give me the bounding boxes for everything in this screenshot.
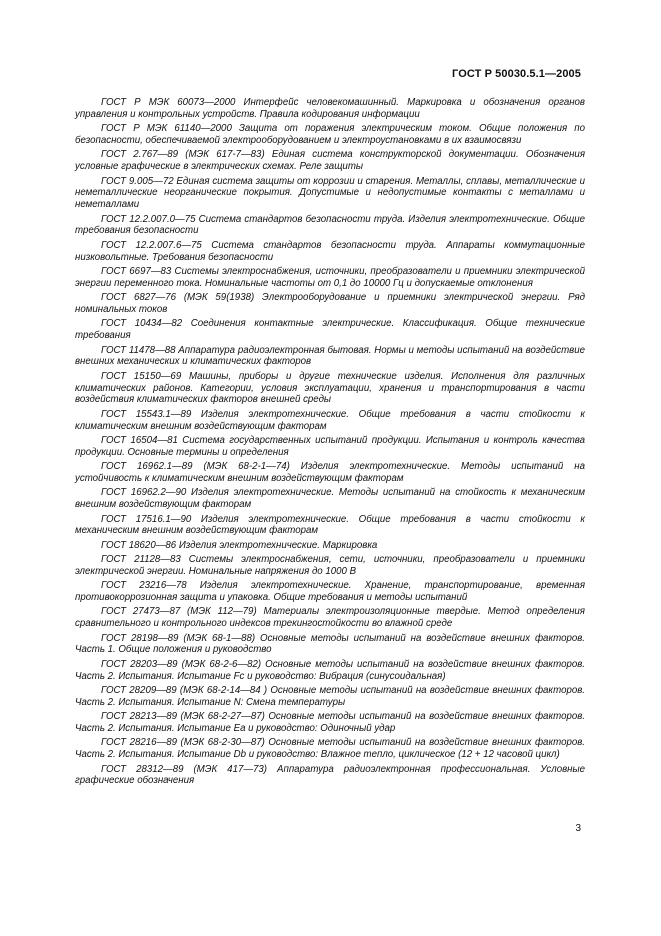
reference-item: ГОСТ 17516.1—90 Изделия электротехнические. Общие требования в части стойкости к механическим внешним воздействующим факторам	[75, 513, 585, 537]
reference-item: ГОСТ 16962.1—89 (МЭК 68-2-1—74) Изделия электротехнические. Методы испытаний на устойчивость к климатическим внешним воздействующим факторам	[75, 461, 585, 484]
reference-item: ГОСТ 12.2.007.6—75 Система стандартов безопасности труда. Аппараты коммутационные низковольтные. Требования безопасности	[75, 239, 585, 263]
reference-item: ГОСТ 6697—83 Системы электроснабжения, источники, преобразователи и приемники электрической энергии переменного тока. Номинальные частоты от 0,1 до 10000 Гц и допускаемые отклонения	[75, 265, 585, 289]
reference-item: ГОСТ 28216—89 (МЭК 68-2-30—87) Основные методы испытаний на воздействие внешних факторов. Часть 2. Испытания. Испытание Db и руководство: Влажное тепло, циклическое (12 + 12 часовой цикл)	[75, 737, 585, 761]
reference-item: ГОСТ Р МЭК 61140—2000 Защита от поражения электрическим током. Общие положения по безопасности, обеспечиваемой электрооборудованием и электроустановками в их взаимосвязи	[75, 123, 585, 147]
reference-item: ГОСТ 10434—82 Соединения контактные электрические. Классификация. Общие технические требования	[75, 318, 585, 342]
reference-item: ГОСТ 18620—86 Изделия электротехнические. Маркировка	[101, 539, 378, 551]
reference-item: ГОСТ 6827—76 (МЭК 59(1938) Электрооборудование и приемники электрической энергии. Ряд номинальных токов	[75, 292, 585, 315]
reference-item: ГОСТ 15150—69 Машины, приборы и другие технические изделия. Исполнения для различных климатических районов. Категории, условия эксплуатации, хранения и транспортирования в части воздействия климатических факторов внешней среды	[75, 370, 585, 406]
reference-item: ГОСТ 16962.2—90 Изделия электротехнические. Методы испытаний на стойкость к механическим внешним воздействующим факторам	[75, 487, 585, 511]
reference-item: ГОСТ 16504—81 Система государственных испытаний продукции. Испытания и контроль качества продукции. Основные термины и определения	[75, 434, 585, 458]
page-number: 3	[575, 823, 581, 834]
reference-item: ГОСТ 28198—89 (МЭК 68-1—88) Основные методы испытаний на воздействие внешних факторов. Часть 1. Общие положения и руководство	[75, 632, 585, 656]
reference-item: ГОСТ 28203—89 (МЭК 68-2-6—82) Основные методы испытаний на воздействие внешних факторов. Часть 2. Испытания. Испытание Fc и руководство: Вибрация (синусоидальная)	[75, 658, 585, 682]
reference-item: ГОСТ 12.2.007.0—75 Система стандартов безопасности труда. Изделия электротехнические. Общие требования безопасности	[75, 213, 585, 237]
reference-item: ГОСТ 2.767—89 (МЭК 617-7—83) Единая система конструкторской документации. Обозначения условные графические в электрических схемах. Реле защиты	[75, 149, 585, 173]
reference-item: ГОСТ 28213—89 (МЭК 68-2-27—87) Основные методы испытаний на воздействие внешних факторов. Часть 2. Испытания. Испытание Еа и руководство: Одиночный удар	[75, 711, 585, 734]
reference-item: ГОСТ 27473—87 (МЭК 112—79) Материалы электроизоляционные твердые. Метод определения сравнительного и контрольного индексов трекингостойкости во влажной среде	[75, 606, 585, 630]
reference-item: ГОСТ 28209—89 (МЭК 68-2-14—84 ) Основные методы испытаний на воздействие внешних факторов. Часть 2. Испытания. Испытание N: Смена температуры	[75, 684, 585, 708]
normative-references-list	[75, 97, 585, 790]
reference-item: ГОСТ Р МЭК 60073—2000 Интерфейс человекомашинный. Маркировка и обозначения органов управления и контрольных устройств. Правила кодирования информации	[75, 97, 585, 120]
reference-item: ГОСТ 23216—78 Изделия электротехнические. Хранение, транспортирование, временная противокоррозионная защита и упаковка. Общие требования и методы испытаний	[75, 580, 585, 604]
document-code: ГОСТ Р 50030.5.1—2005	[452, 68, 581, 80]
reference-item: ГОСТ 15543.1—89 Изделия электротехнические. Общие требования в части стойкости к климатическим внешним воздействующим факторам	[75, 408, 585, 432]
reference-item: ГОСТ 28312—89 (МЭК 417—73) Аппаратура радиоэлектронная профессиональная. Условные графические обозначения	[75, 763, 585, 787]
reference-item: ГОСТ 9.005—72 Единая система защиты от коррозии и старения. Металлы, сплавы, металлические и неметаллические неорганические покрытия. Допустимые и недопустимые контакты с металлами и неметаллами	[75, 175, 585, 211]
reference-item: ГОСТ 21128—83 Системы электроснабжения, сети, источники, преобразователи и приемники электрической энергии. Номинальные напряжения до 1000 В	[75, 554, 585, 577]
reference-item: ГОСТ 11478—88 Аппаратура радиоэлектронная бытовая. Нормы и методы испытаний на воздействие внешних механических и климатических факторов	[75, 344, 585, 368]
